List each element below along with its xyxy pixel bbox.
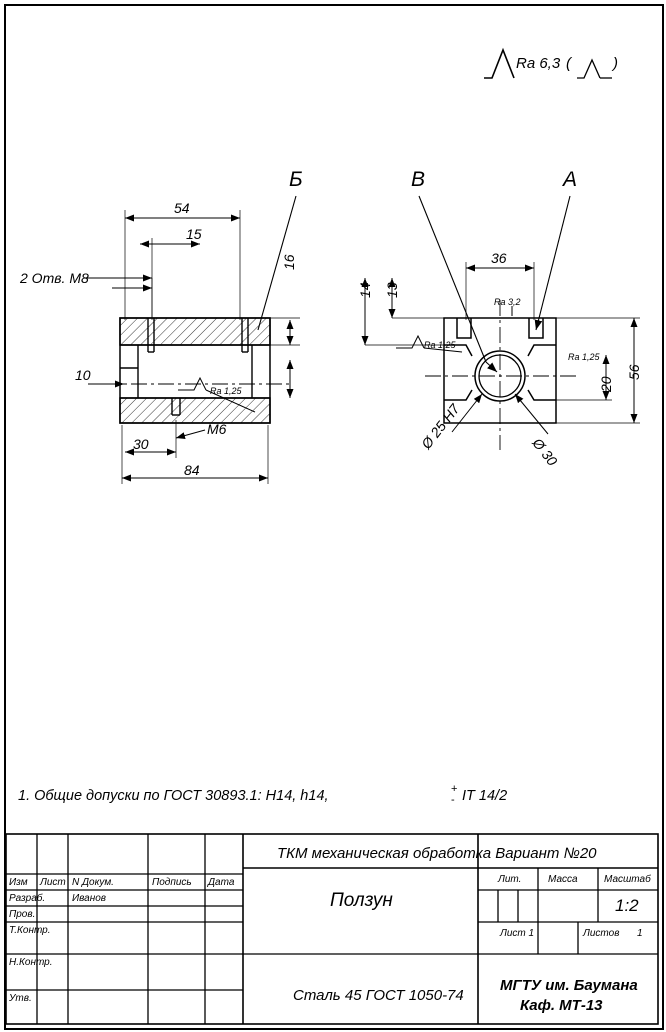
row-role-2: Т.Контр. bbox=[9, 925, 51, 936]
org-line2: Каф. МТ-13 bbox=[520, 997, 603, 1014]
view-label-v: В bbox=[411, 168, 426, 191]
surface-finish-bracket-open: ( bbox=[566, 55, 571, 72]
dia-25-h7: Ø 25 H7 bbox=[418, 400, 463, 452]
title-block-header: ТКМ механическая обработка Вариант №20 bbox=[277, 845, 597, 862]
ra-3-2: Ra 3,2 bbox=[494, 297, 521, 307]
col-izm: Изм bbox=[9, 877, 28, 888]
ra-left-right-view: Ra 1,25 bbox=[424, 340, 456, 350]
org-line1: МГТУ им. Баумана bbox=[500, 977, 638, 994]
note-plus: + bbox=[451, 783, 458, 795]
surface-finish-bracket-close: ) bbox=[613, 55, 618, 72]
label-massa: Масса bbox=[548, 874, 578, 885]
callout-2-holes-m8: 2 Отв. М8 bbox=[20, 270, 89, 286]
material: Сталь 45 ГОСТ 1050-74 bbox=[293, 987, 464, 1004]
dim-36: 36 bbox=[491, 250, 507, 266]
note-minus: - bbox=[451, 794, 455, 806]
col-list: Лист bbox=[40, 877, 66, 888]
label-lit: Лит. bbox=[498, 874, 522, 885]
surface-finish-value: Ra 6,3 bbox=[516, 55, 561, 72]
general-tolerance-note: 1. Общие допуски по ГОСТ 30893.1: H14, h14, bbox=[18, 788, 329, 804]
dim-m6: M6 bbox=[207, 421, 227, 437]
dim-14: 14 bbox=[357, 282, 373, 298]
sheets-label: Листов bbox=[583, 928, 620, 939]
dim-16: 16 bbox=[281, 254, 297, 270]
dim-15: 15 bbox=[186, 226, 202, 242]
dim-84: 84 bbox=[184, 462, 200, 478]
col-ndocum: N Докум. bbox=[72, 877, 114, 888]
dim-56: 56 bbox=[626, 364, 642, 380]
ra-right-right-view: Ra 1,25 bbox=[568, 352, 600, 362]
col-podpis: Подпись bbox=[152, 877, 192, 888]
row-name-0: Иванов bbox=[72, 893, 106, 904]
sheets-value: 1 bbox=[637, 928, 643, 939]
label-masshtab: Масштаб bbox=[604, 874, 651, 885]
scale-value: 1:2 bbox=[615, 896, 639, 915]
col-data: Дата bbox=[208, 877, 235, 888]
row-role-4: Утв. bbox=[9, 993, 32, 1004]
row-role-1: Пров. bbox=[9, 909, 36, 920]
dia-30: Ø 30 bbox=[529, 435, 561, 469]
row-role-3: Н.Контр. bbox=[9, 957, 53, 968]
view-label-b: Б bbox=[289, 168, 303, 191]
row-role-0: Разраб. bbox=[9, 893, 46, 904]
view-label-a: А bbox=[563, 168, 578, 191]
note-it-value: IT 14/2 bbox=[462, 788, 508, 804]
dim-13: 13 bbox=[384, 282, 400, 298]
dim-10: 10 bbox=[75, 367, 91, 383]
dim-54: 54 bbox=[174, 200, 190, 216]
dim-30: 30 bbox=[133, 436, 149, 452]
ra-left-view: Ra 1,25 bbox=[210, 386, 242, 396]
part-name: Ползун bbox=[330, 890, 393, 911]
dim-20: 20 bbox=[598, 376, 614, 392]
sheet-label: Лист 1 bbox=[500, 928, 535, 939]
